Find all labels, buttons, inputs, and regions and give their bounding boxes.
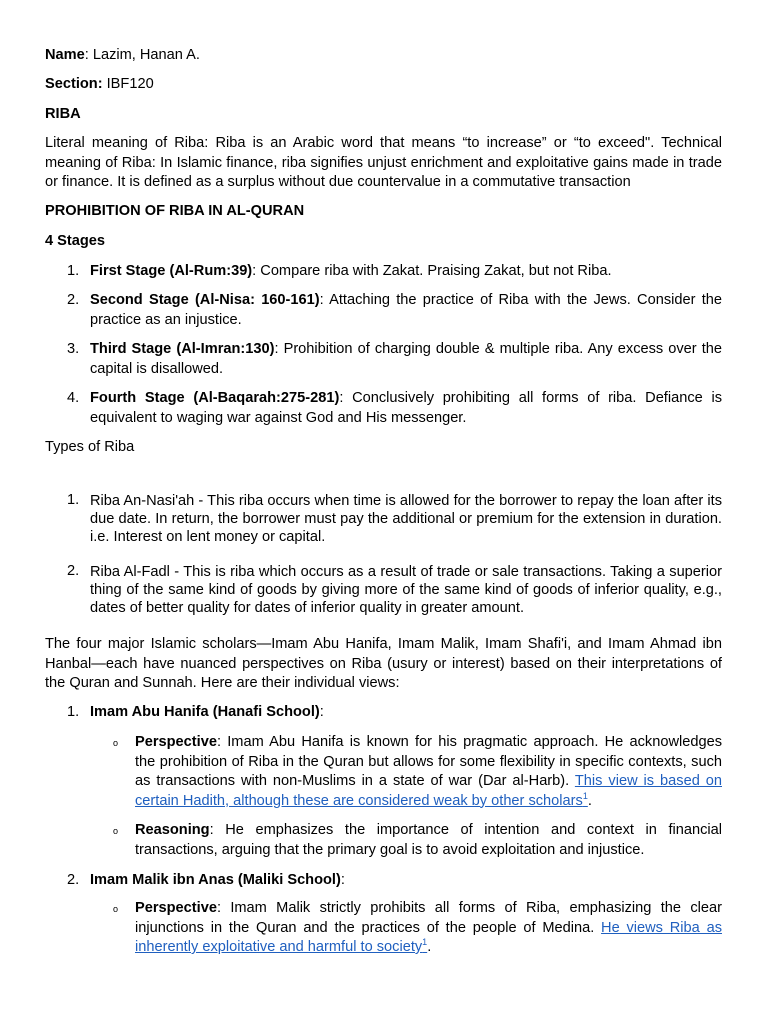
page-title: RIBA xyxy=(45,106,81,122)
footnote-ref[interactable]: 1 xyxy=(582,790,588,801)
perspective-item xyxy=(135,899,722,958)
perspective-label: Perspective xyxy=(135,900,217,916)
section-value: IBF120 xyxy=(102,76,154,92)
prohibition-heading: PROHIBITION OF RIBA IN AL-QURAN xyxy=(45,203,305,219)
stage-item xyxy=(90,340,722,379)
bullet-icon: o xyxy=(113,826,119,836)
scholar-colon: : xyxy=(340,872,345,888)
type-item: Riba Al-Fadl - This is riba which occurs as a result of trade or sale transactions. Taking a superior thing of the same kind of goods by giving more of the same kind of goods of inferior quality, e.g., dates of better quality for dates of inferior quality in greater amount. xyxy=(90,564,722,616)
types-heading: Types of Riba xyxy=(45,439,135,455)
scholar-number: 2. xyxy=(67,872,80,888)
perspective-text: : Imam Malik strictly prohibits all forms of Riba, emphasizing the clear injunctions in the Quran and the practices of the people of Medina. xyxy=(135,900,722,936)
perspective-item xyxy=(135,733,722,811)
scholar-heading xyxy=(90,703,722,723)
bullet-icon: o xyxy=(113,738,119,748)
stage-text: : Attaching the practice of Riba with the Jews. Consider the practice as an injustice. xyxy=(90,292,722,328)
stage-title: Third Stage (Al-Imran:130) xyxy=(90,341,275,357)
type-item: Riba An-Nasi'ah - This riba occurs when time is allowed for the borrower to repay the loan after its due date. In return, the borrower must pay the additional or premium for the extension in duration. i.e. Interest on lent money or capital. xyxy=(90,493,722,545)
stage-item xyxy=(90,389,722,428)
sentence-end: . xyxy=(427,939,432,955)
name-label: Name xyxy=(45,47,85,63)
reasoning-label: Reasoning xyxy=(135,822,210,838)
reasoning-text: : He emphasizes the importance of intention and context in financial transactions, arguing that the primary goal is to avoid exploitation and injustice. xyxy=(135,822,722,858)
stage-text: : Prohibition of charging double & multiple riba. Any excess over the capital is disallowed. xyxy=(90,341,722,377)
bullet-icon: o xyxy=(113,904,119,914)
scholar-colon: : xyxy=(319,704,324,720)
stage-item xyxy=(90,291,722,330)
stage-number: 3. xyxy=(67,341,80,357)
type-number: 1. xyxy=(67,492,80,508)
scholars-intro: The four major Islamic scholars—Imam Abu Hanifa, Imam Malik, Imam Shafi'i, and Imam Ahmad ibn Hanbal—each have nuanced perspectives on Riba (usury or interest) based on their interpretations of the Quran and Sunnah. Here are their individual views: xyxy=(45,636,722,691)
stage-title: Fourth Stage (Al-Baqarah:275-281) xyxy=(90,390,340,406)
scholar-name: Imam Malik ibn Anas (Maliki School) xyxy=(90,872,341,888)
footnote-ref[interactable]: 1 xyxy=(422,937,428,948)
definition-paragraph: Literal meaning of Riba: Riba is an Arabic word that means “to increase” or “to exceed". Technical meaning of Riba: In Islamic finance, riba signifies unjust enrichment and exploitative gains made in trade or finance. It is defined as a surplus without due countervalue in a commutative transaction xyxy=(45,135,722,190)
stages-heading: 4 Stages xyxy=(45,233,106,249)
section-label: Section: xyxy=(45,76,103,92)
citation-link-text[interactable]: He views Riba as inherently exploitative and harmful to society xyxy=(135,919,722,955)
scholar-heading xyxy=(90,871,722,891)
stage-number: 1. xyxy=(67,263,80,279)
reasoning-item xyxy=(135,821,722,860)
scholar-number: 1. xyxy=(67,704,80,720)
stage-title: First Stage (Al-Rum:39) xyxy=(90,263,253,279)
section-line xyxy=(45,75,722,95)
stage-text: : Compare riba with Zakat. Praising Zakat, but not Riba. xyxy=(252,263,612,279)
stage-text: : Conclusively prohibiting all forms of riba. Defiance is equivalent to waging war against God and His messenger. xyxy=(90,390,722,426)
perspective-text: : Imam Abu Hanifa is known for his pragmatic approach. He acknowledges the prohibition of Riba in the Quran but allows for some flexibility in specific contexts, such as transactions with non-Muslims in a state of war (Dar al-Harb). xyxy=(135,734,722,789)
type-number: 2. xyxy=(67,563,80,579)
name-value: : Lazim, Hanan A. xyxy=(84,47,200,63)
stage-item xyxy=(90,262,722,282)
stage-number: 2. xyxy=(67,292,80,308)
name-line xyxy=(45,46,722,66)
perspective-label: Perspective xyxy=(135,734,217,750)
citation-link-text[interactable]: This view is based on certain Hadith, although these are considered weak by other scholars xyxy=(135,773,722,809)
stage-number: 4. xyxy=(67,390,80,406)
sentence-end: . xyxy=(587,792,592,809)
scholar-name: Imam Abu Hanifa (Hanafi School) xyxy=(90,704,320,720)
stage-title: Second Stage (Al-Nisa: 160-161) xyxy=(90,292,320,308)
